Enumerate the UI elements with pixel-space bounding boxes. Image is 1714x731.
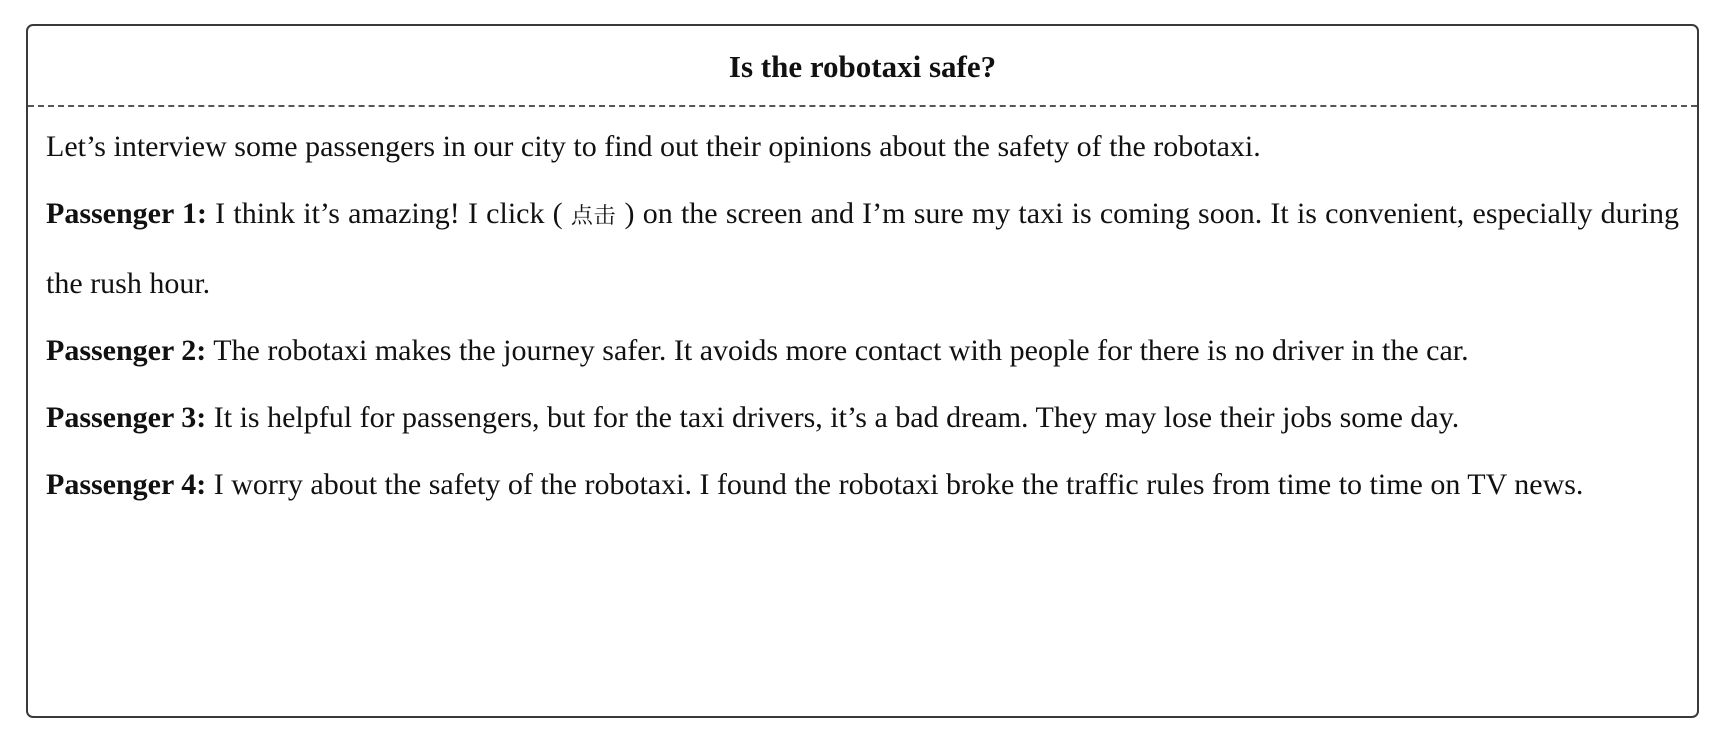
passenger-1-text-before: I think it’s amazing! I click ( — [206, 197, 571, 230]
passenger-1-paragraph — [46, 180, 1679, 317]
page-title: Is the robotaxi safe? — [728, 48, 997, 84]
article-content — [28, 107, 1697, 518]
intro-paragraph: Let’s interview some passengers in our city to find out their opinions about the safety of the robotaxi. — [46, 130, 1261, 163]
title-row — [28, 26, 1697, 107]
passenger-4-label: Passenger 4: — [46, 468, 207, 501]
passenger-1-gloss: 点击 — [570, 204, 617, 229]
passenger-1-text-after: ) on the screen and I’m sure my taxi is coming soon. It is convenient, especially during the rush hour. — [46, 197, 1679, 300]
passenger-1-label: Passenger 1: — [46, 197, 207, 230]
passenger-3-paragraph — [46, 384, 1679, 451]
passenger-2-text: The robotaxi makes the journey safer. It avoids more contact with people for there is no driver in the car. — [206, 334, 1469, 367]
passenger-2-label: Passenger 2: — [46, 334, 207, 367]
passenger-4-paragraph — [46, 451, 1679, 518]
passenger-3-label: Passenger 3: — [46, 401, 207, 434]
passenger-4-text: I worry about the safety of the robotaxi. I found the robotaxi broke the traffic rules from time to time on TV news. — [206, 468, 1584, 501]
article-box — [26, 24, 1699, 718]
passenger-2-paragraph — [46, 317, 1679, 384]
passenger-3-text: It is helpful for passengers, but for the taxi drivers, it’s a bad dream. They may lose their jobs some day. — [206, 401, 1460, 434]
